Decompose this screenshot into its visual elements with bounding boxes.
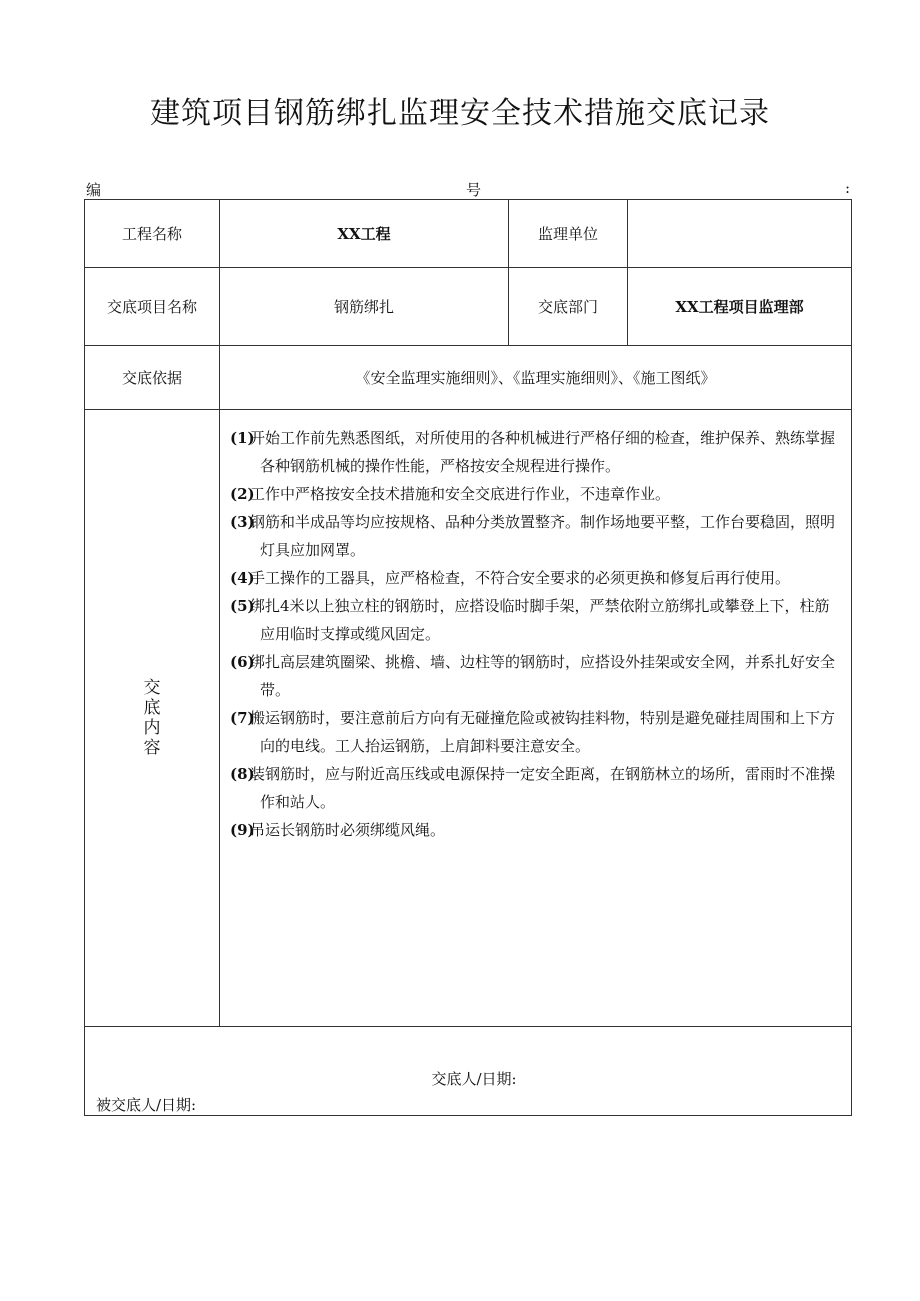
list-item: (2)工作中严格按安全技术措施和安全交底进行作业，不违章作业。 bbox=[230, 485, 671, 503]
serial-colon: : bbox=[844, 179, 850, 197]
record-table bbox=[84, 199, 852, 1116]
project-name-label: 工程名称 bbox=[85, 200, 220, 268]
table-row bbox=[85, 1027, 852, 1116]
table-row bbox=[85, 410, 852, 1027]
list-item: (4)手工操作的工器具，应严格检查，不符合安全要求的必须更换和修复后再行使用。 bbox=[230, 569, 791, 587]
handover-label: 交底人/日期: bbox=[431, 1069, 517, 1088]
list-item: (6)绑扎高层建筑圈梁、挑檐、墙、边柱等的钢筋时，应搭设外挂架或安全网，并系扎好安全带。 bbox=[230, 653, 836, 699]
content-label: 交底内容 bbox=[143, 678, 161, 758]
list-item: (3)钢筋和半成品等均应按规格、品种分类放置整齐。制作场地要平整，工作台要稳固，照明灯具应加网罩。 bbox=[230, 513, 836, 559]
handover-signature-cell bbox=[85, 1027, 852, 1116]
content-cell bbox=[220, 410, 852, 1027]
serial-label-b: 号 bbox=[466, 181, 482, 199]
table-row bbox=[85, 200, 852, 268]
item-label: 交底项目名称 bbox=[85, 268, 220, 346]
list-item: (7)搬运钢筋时，要注意前后方向有无碰撞危险或被钩挂料物，特别是避免碰挂周围和上下方向的电线。工人抬运钢筋，上肩卸料要注意安全。 bbox=[230, 709, 836, 755]
dept-value: XX工程项目监理部 bbox=[628, 268, 852, 346]
dept-label: 交底部门 bbox=[509, 268, 628, 346]
list-item: (1)开始工作前先熟悉图纸，对所使用的各种机械进行严格仔细的检查，维护保养、熟练掌握各种钢筋机械的操作性能，严格按安全规程进行操作。 bbox=[230, 429, 836, 475]
list-item: (8)装钢筋时，应与附近高压线或电源保持一定安全距离，在钢筋林立的场所，雷雨时不准操作和站人。 bbox=[230, 765, 836, 811]
serial-label-a: 编 bbox=[86, 181, 102, 199]
serial-number-line bbox=[86, 179, 850, 199]
receiver-label: 被交底人/日期: bbox=[96, 1096, 197, 1114]
project-name-value: XX工程 bbox=[220, 200, 509, 268]
basis-label: 交底依据 bbox=[85, 346, 220, 410]
list-item: (9)吊运长钢筋时必须绑缆风绳。 bbox=[230, 821, 446, 839]
list-item: (5)绑扎4米以上独立柱的钢筋时，应搭设临时脚手架，严禁依附立筋绑扎或攀登上下，柱筋应用临时支撑或缆风固定。 bbox=[230, 597, 830, 643]
table-row bbox=[85, 268, 852, 346]
basis-value: 《安全监理实施细则》、《监理实施细则》、《施工图纸》 bbox=[220, 346, 852, 410]
supervisor-value bbox=[628, 200, 852, 268]
page-title: 建筑项目钢筋绑扎监理安全技术措施交底记录 bbox=[150, 96, 770, 131]
item-value: 钢筋绑扎 bbox=[220, 268, 509, 346]
supervisor-label: 监理单位 bbox=[509, 200, 628, 268]
table-row bbox=[85, 346, 852, 410]
content-label-cell bbox=[85, 410, 220, 1027]
